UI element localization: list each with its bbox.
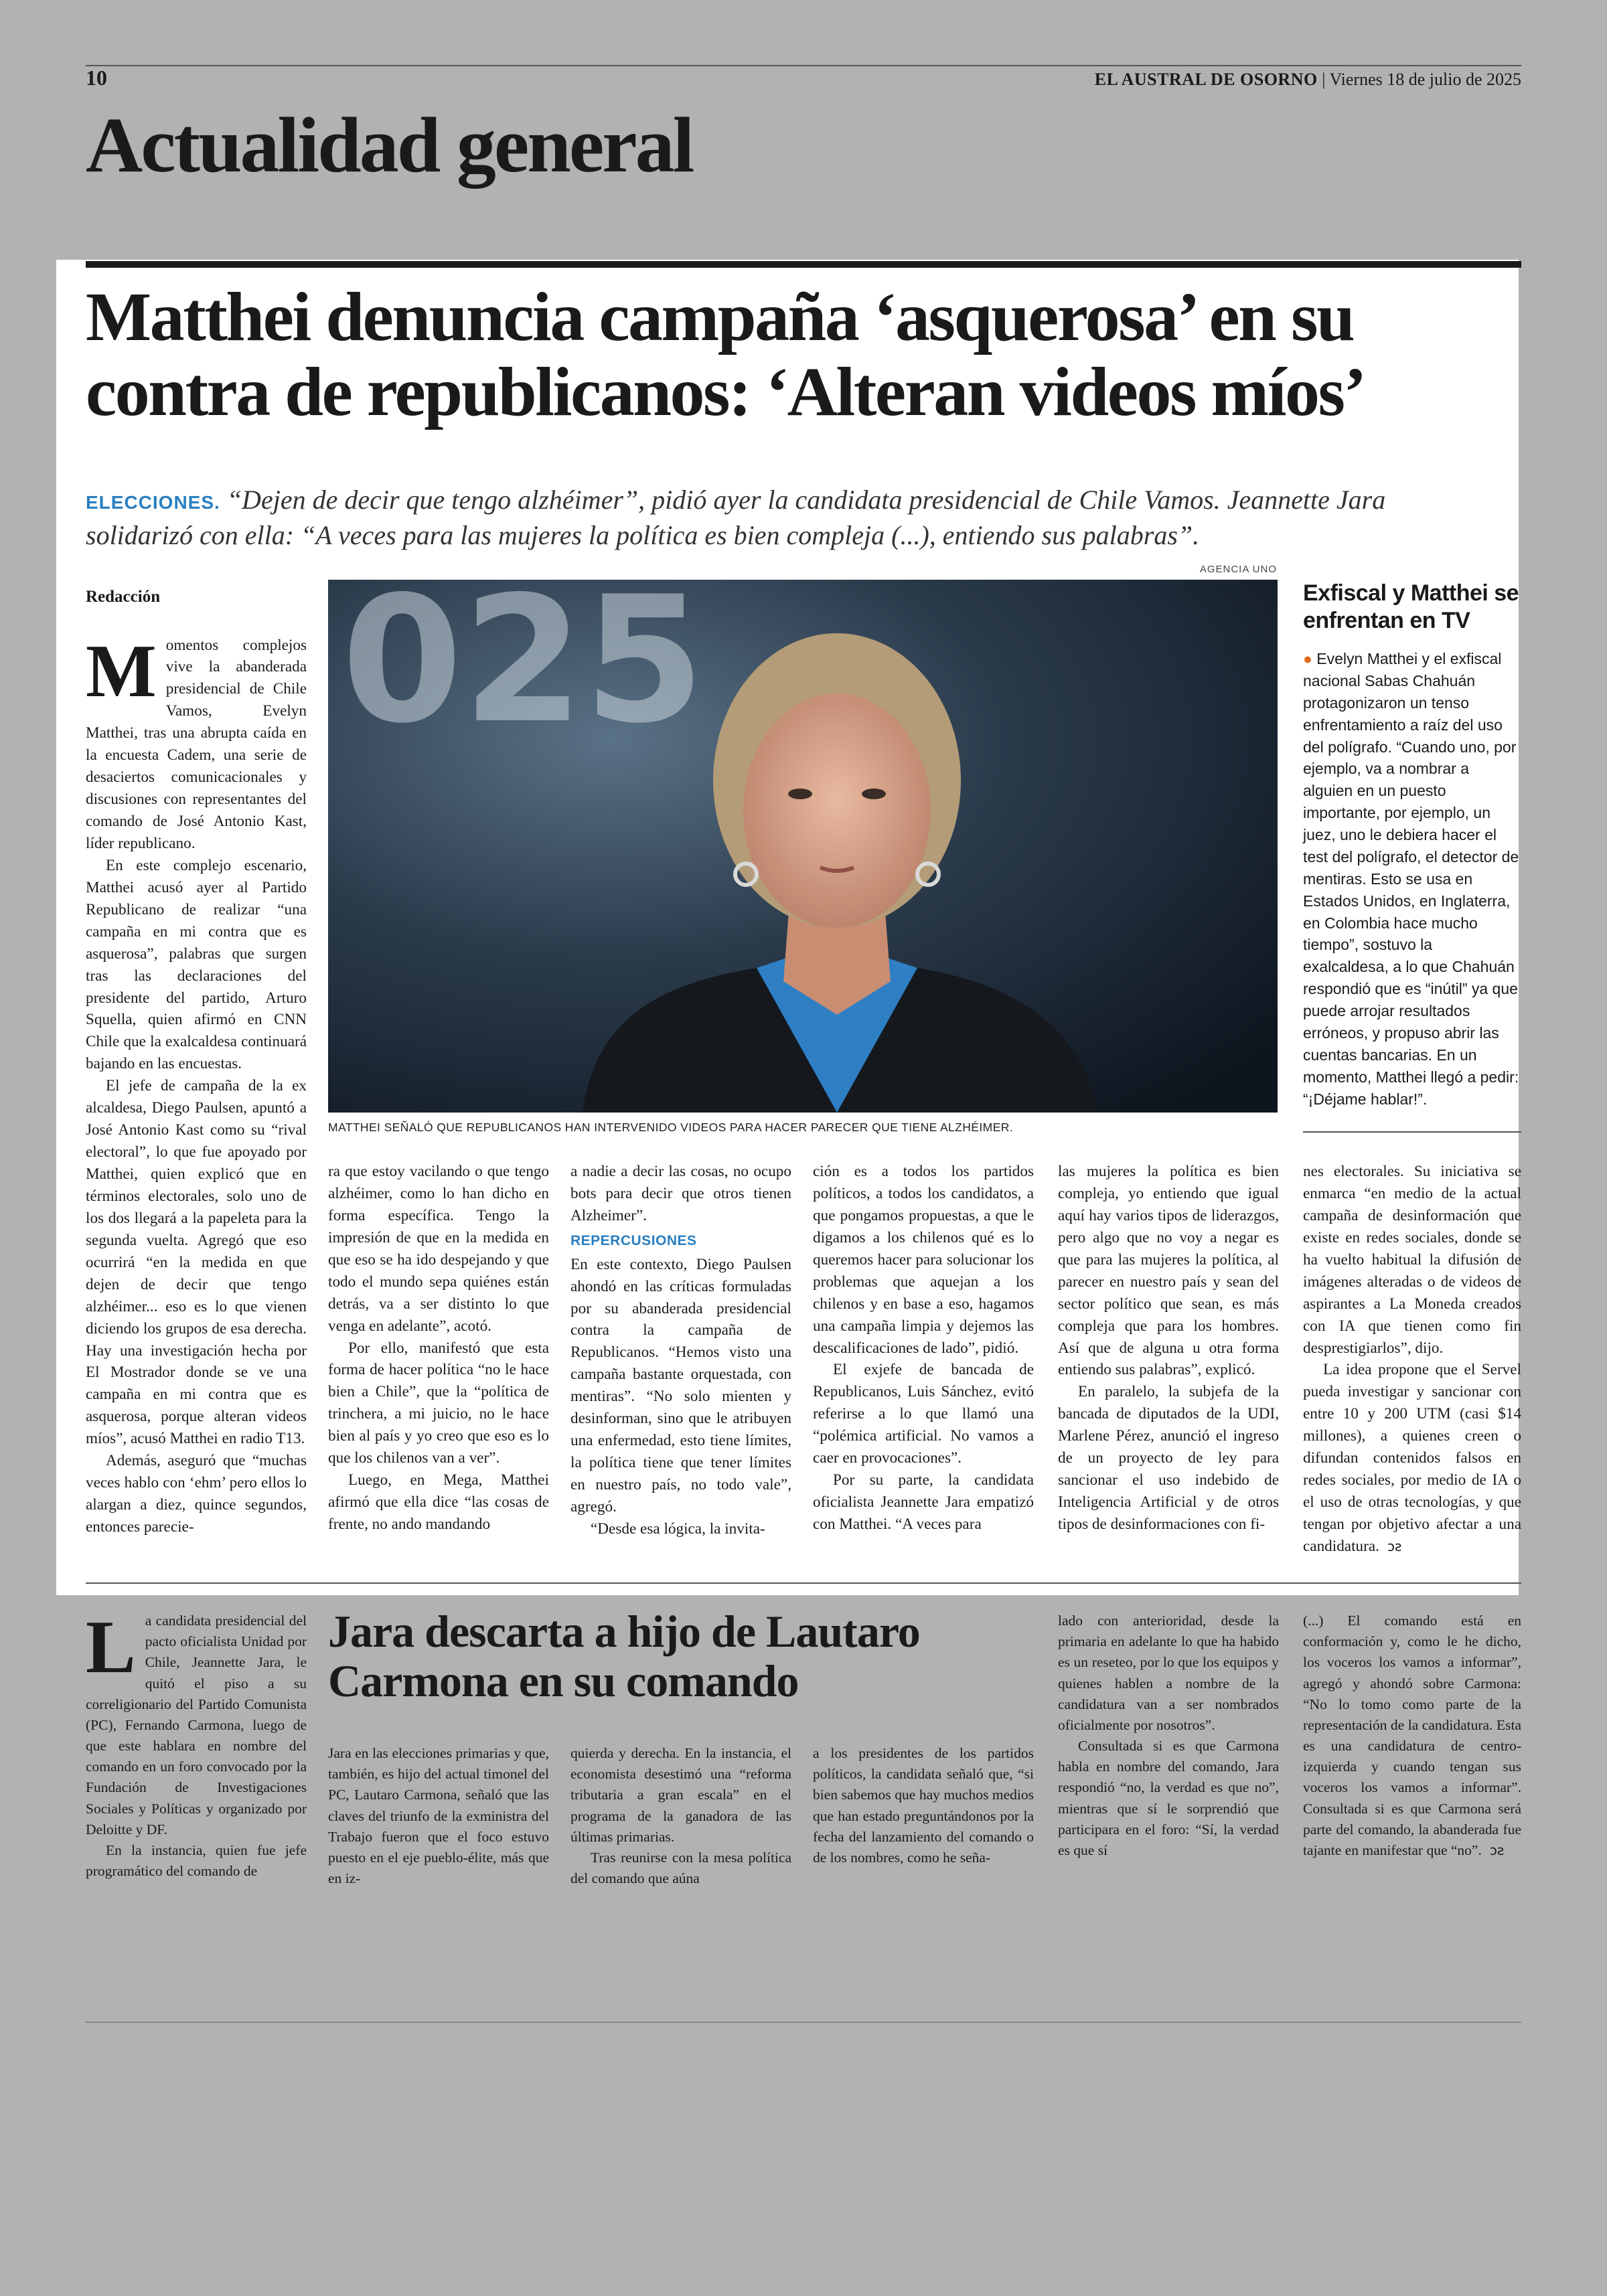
byline: Redacción (86, 588, 161, 606)
article-divider (86, 1582, 1521, 1584)
paragraph: El exjefe de bancada de Republicanos, Luis Sánchez, evitó referirse a lo que llamó una “polémica artificial. No vamos a caer en provocaciones”. (813, 1361, 1034, 1467)
second-article-column-3 (570, 1743, 791, 1889)
paragraph: Por ello, manifestó que esta forma de hacer política “no le hace bien a Chile”, que la “política de trinchera, a mi juicio, no le hace bien al país y yo creo que eso es lo que los chilenos van a ver”. (328, 1339, 549, 1467)
portrait-illustration (328, 580, 1278, 1113)
second-article-headline: Jara descarta a hijo de Lautaro Carmona en su comando (328, 1606, 920, 1707)
article-column-6 (1303, 1161, 1521, 1558)
paragraph: “Desde esa lógica, la invita- (591, 1520, 765, 1538)
sidebar-bullet: ● (1303, 650, 1312, 667)
second-article-column-2 (328, 1743, 549, 1889)
article-column-3 (570, 1161, 791, 1540)
drop-cap: L (86, 1606, 136, 1689)
svg-text:025: 025 (341, 580, 705, 762)
sidebar-body (1303, 648, 1521, 1110)
photo-caption: MATTHEI SEÑALÓ QUE REPUBLICANOS HAN INTERVENIDO VIDEOS PARA HACER PARECER QUE TIENE ALZHÉIMER. (328, 1121, 1013, 1134)
paragraph: (...) El comando está en conformación y, como le he dicho, los voceros los vamos a informar”, agregó y ahondó sobre Carmona: “No lo tomo como parte de la representación de la candidatura. Esta es una candidatura de centro-izquierda y cuando tengan sus voceros los vamos a informar”. Consultada si es que Carmona será parte del comando, la abanderada fue tajante en manifestar que “no”. (1303, 1613, 1521, 1858)
end-mark-icon: ↄƨ (1489, 1841, 1505, 1858)
masthead (1095, 70, 1521, 90)
paragraph: Jara en las elecciones primarias y que, también, es hijo del actual timonel del PC, Lautaro Carmona, señaló que las claves del triunfo de la exministra del Trabajo fueron que el foco estuvo puesto en el eje pueblo-élite, más que en iz- (328, 1745, 549, 1887)
article-column-5 (1058, 1161, 1279, 1536)
article-column-1 (86, 585, 307, 1538)
paragraph: Tras reunirse con la mesa política del comando que aúna (570, 1849, 791, 1887)
bottom-rule (86, 2022, 1521, 2023)
paragraph: En la instancia, quien fue jefe programático del comando de (86, 1841, 307, 1880)
paragraph: En este contexto, Diego Paulsen ahondó en las críticas formuladas por su abanderada presidencial contra la campaña de Republicanos. “Hemos visto una campaña bastante orquestada, con mentiras”. “No solo mienten y desinforman, sino que le atribuyen una enfermedad, esto tiene límites, la política tiene que tener límites en nuestro país, no todo vale”, agregó. (570, 1255, 791, 1515)
paragraph: Por su parte, la candidata oficialista Jeannette Jara empatizó con Matthei. “A veces para (813, 1471, 1034, 1533)
article-column-2 (328, 1161, 549, 1536)
paragraph: ción es a todos los partidos políticos, a todos los candidatos, a que pongamos propuestas, a que le digamos a los chilenos qué es lo queremos hacer para solucionar los problemas que aquejan a los chilenos y en base a eso, hagamos una campaña limpia y dejemos las descalificaciones de lado”, pidió. (813, 1163, 1034, 1357)
section-title: Actualidad general (86, 101, 693, 189)
paragraph: ra que estoy vacilando o que tengo alzhéimer, como lo han dicho en forma específica. Tengo la impresión de que en la medida en que eso se ha ido despejando y que todo el mundo sepa quiénes están detrás, va a ser distinto lo que venga en adelante”, acotó. (328, 1163, 549, 1335)
paragraph: Consultada si es que Carmona habla en nombre del comando, Jara respondió “no, la verdad es que no”, mientras que sí le sorprendió que participara en el foro: “Sí, la verdad es que sí (1058, 1738, 1279, 1858)
paragraph: quierda y derecha. En la instancia, el economista desestimó una “reforma tributaria a gran escala” en el programa de la ganadora de las últimas primarias. (570, 1745, 791, 1845)
paragraph: En este complejo escenario, Matthei acusó ayer al Partido Republicano de realizar “una campaña en mi contra que es asquerosa”, palabras que surgen tras las declaraciones del presidente del partido, Arturo Squella, quien afirmó en CNN Chile que la exalcaldesa continuará bajando en las encuestas. (86, 856, 307, 1073)
publication-name: EL AUSTRAL DE OSORNO (1094, 70, 1318, 89)
drop-cap: M (86, 629, 157, 713)
sidebar-text: Evelyn Matthei y el exfiscal nacional Sabas Chahuán protagonizaron un tenso enfrentamiento a raíz del uso del polígrafo. “Cuando uno, por ejemplo, va a nombrar a alguien en un puesto importante, por ejemplo, un juez, uno le debiera hacer el test del polígrafo, el detector de mentiras. Esto se usa en Estados Unidos, en Inglaterra, en Colombia hace mucho tiempo”, sostuvo la exalcaldesa, a lo que Chahuán respondió que es “inútil” ya que puede arrojar resultados erróneos, y propuso abrir las cuentas bancarias. En un momento, Matthei llegó a pedir: “¡Déjame hablar!”. (1303, 650, 1519, 1108)
paragraph: a candidata presidencial del pacto oficialista Unidad por Chile, Jeannette Jara, le quitó el piso a su correligionario del Partido Comunista (PC), Fernando Carmona, luego de que este hablara en nombre del comando en un foro convocado por la Fundación de Investigaciones Sociales y Políticas y organizado por Deloitte y DF. (86, 1613, 307, 1837)
page-number: 10 (86, 66, 107, 90)
paragraph: a nadie a decir las cosas, no ocupo bots para decir que otros tienen Alzheimer”. (570, 1163, 791, 1224)
article-headline: Matthei denuncia campaña ‘asquerosa’ en su contra de republicanos: ‘Alteran videos míos’ (86, 278, 1365, 431)
issue-date: Viernes 18 de julio de 2025 (1329, 70, 1521, 89)
lead-kicker: ELECCIONES. (86, 492, 220, 513)
article-lead (86, 482, 1472, 553)
paragraph: las mujeres la política es bien compleja, yo entiendo que igual aquí hay varios tipos de liderazgos, pero algo que no voy a negar es que para las mujeres la política, al parecer en nuestro país y sean del sector político que sean, es más compleja que para los hombres. Así que de alguna u otra forma entiendo sus palabras”, explicó. (1058, 1163, 1279, 1379)
top-rule (86, 65, 1521, 66)
paragraph: a los presidentes de los partidos políticos, la candidata señaló que, “si bien sabemos que hay muchos medios que han estado preguntándonos por la fecha del lanzamiento del comando o de los nombres, como he seña- (813, 1745, 1034, 1866)
subhead: REPERCUSIONES (570, 1232, 697, 1248)
paragraph: nes electorales. Su iniciativa se enmarca “en medio de la actual campaña de desinformación que existe en redes sociales, donde se ha vuelto habitual la difusión de imágenes alteradas o de videos de aspirantes a La Moneda creados con IA que tienen como fin desprestigiarlos”, dijo. (1303, 1163, 1521, 1357)
paragraph: Luego, en Mega, Matthei afirmó que ella dice “las cosas de frente, no ando mandando (328, 1471, 549, 1533)
masthead-separator: | (1322, 70, 1330, 89)
paragraph: El jefe de campaña de la ex alcaldesa, Diego Paulsen, apuntó a José Antonio Kast como su “rival electoral”, lo que fue apoyado por Matthei, quien explicó que en términos electorales, solo uno de los dos llegará a la papeleta para la segunda vuelta. Agregó que eso ocurrirá “en la medida en que dejen de decir que tengo alzhéimer... eso es lo que vienen diciendo los grupos de esa derecha. Hay una investigación hecha por El Mostrador donde se ve una campaña en mi contra que es asquerosa, porque alteran videos míos”, acusó Matthei en radio T13. (86, 1077, 307, 1448)
second-article-column-1 (86, 1606, 307, 1882)
second-article-column-6 (1303, 1611, 1521, 1861)
article-top-rule (86, 261, 1521, 268)
article-photo (328, 580, 1278, 1113)
end-mark-icon: ↄƨ (1387, 1538, 1402, 1554)
paragraph: Además, aseguró que “muchas veces hablo con ‘ehm’ pero ellos lo alargan a diez, quince segundos, entonces parecie- (86, 1452, 307, 1536)
paragraph: En paralelo, la subjefa de la bancada de diputados de la UDI, Marlene Pérez, anunció el ingreso de un proyecto de ley para sancionar el uso indebido de Inteligencia Artificial y de otros tipos de desinformaciones con fi- (1058, 1383, 1279, 1533)
paragraph: lado con anterioridad, desde la primaria en adelante lo que ha habido es un reseteo, por lo que los equipos y quienes hablen a nombre de la candidatura van a ser nombrados oficialmente por nosotros”. (1058, 1613, 1279, 1733)
second-article-column-4 (813, 1743, 1034, 1868)
paragraph: omentos complejos vive la abanderada presidencial de Chile Vamos, Evelyn Matthei, tras una abrupta caída en la encuesta Cadem, una serie de desaciertos comunicacionales y discusiones con representantes del comando de José Antonio Kast, líder republicano. (86, 636, 307, 852)
sidebar-title: Exfiscal y Matthei se enfrentan en TV (1303, 580, 1519, 633)
article-column-4 (813, 1161, 1034, 1536)
paragraph: La idea propone que el Servel pueda investigar y sancionar con entre 10 y 200 UTM (casi $14 millones), a quienes creen o difundan contenidos falsos en redes sociales, por medio de IA o el uso de otras tecnologías, y que tengan por objetivo afectar a una candidatura. (1303, 1361, 1521, 1555)
second-article-column-5 (1058, 1611, 1279, 1861)
photo-credit: AGENCIA UNO (1199, 564, 1277, 575)
sidebar-rule (1303, 1131, 1521, 1133)
lead-text: “Dejen de decir que tengo alzhéimer”, pidió ayer la candidata presidencial de Chile Vamos. Jeannette Jara solidarizó con ella: “A veces para las mujeres la política es bien compleja (...), entiendo sus palabras”. (86, 485, 1386, 551)
